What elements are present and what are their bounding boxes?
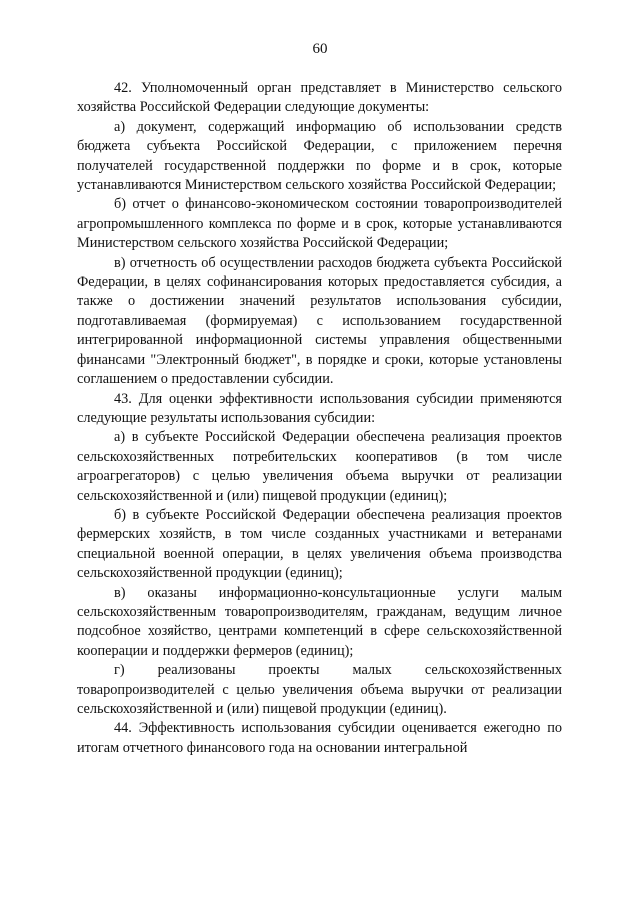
paragraph-43-a: а) в субъекте Российской Федерации обеспечена реализация проектов сельскохозяйственных потребительских кооперативов (в том числе агроагрегаторов) с целью увеличения объема выручки от реализации сельскохозяйственной и (или) пищевой продукции (единиц);: [77, 429, 562, 504]
paragraph-42-v: в) отчетность об осуществлении расходов бюджета субъекта Российской Федерации, в целях софинансирования которых предоставляется субсидия, а также о достижении значений результатов использования субсидии, подготавливаемая (формируемая) с использованием государственной интегрированной информационной системы управления общественными финансами "Электронный бюджет", в порядке и сроки, которые установлены соглашением о предоставлении субсидии.: [77, 254, 562, 388]
paragraph-43-v: в) оказаны информационно-консультационные услуги малым сельскохозяйственным товаропроизводителям, гражданам, ведущим личное подсобное хозяйство, центрами компетенций в сфере сельскохозяйственной кооперации и поддержки фермеров (единиц);: [77, 584, 562, 659]
paragraph-42: 42. Уполномоченный орган представляет в Министерство сельского хозяйства Российской Федерации следующие документы:: [77, 80, 562, 116]
paragraph-42-b: б) отчет о финансово-экономическом состоянии товаропроизводителей агропромышленного комплекса по форме и в срок, которые устанавливаются Министерством сельского хозяйства Российской Федерации;: [77, 196, 562, 252]
page-number: 60: [312, 41, 328, 57]
paragraph-42-a: а) документ, содержащий информацию об использовании средств бюджета субъекта Российской Федерации, с приложением перечня получателей государственной поддержки по форме и в срок, которые устанавливаются Министерством сельского хозяйства Российской Федерации;: [77, 118, 562, 194]
paragraph-43-b: б) в субъекте Российской Федерации обеспечена реализация проектов фермерских хозяйств, в том числе созданных участниками и ветеранами специальной военной операции, в целях увеличения объема производства сельскохозяйственной продукции (единиц);: [77, 506, 562, 582]
paragraph-44: 44. Эффективность использования субсидии оценивается ежегодно по итогам отчетного финансового года на основании интегральной: [77, 720, 562, 756]
paragraph-43: 43. Для оценки эффективности использования субсидии применяются следующие результаты использования субсидии:: [77, 390, 562, 426]
paragraph-43-g: г) реализованы проекты малых сельскохозяйственных товаропроизводителей с целью увеличения объема выручки от реализации сельскохозяйственной и (или) пищевой продукции (единиц).: [77, 662, 562, 717]
document-body: [77, 79, 562, 758]
